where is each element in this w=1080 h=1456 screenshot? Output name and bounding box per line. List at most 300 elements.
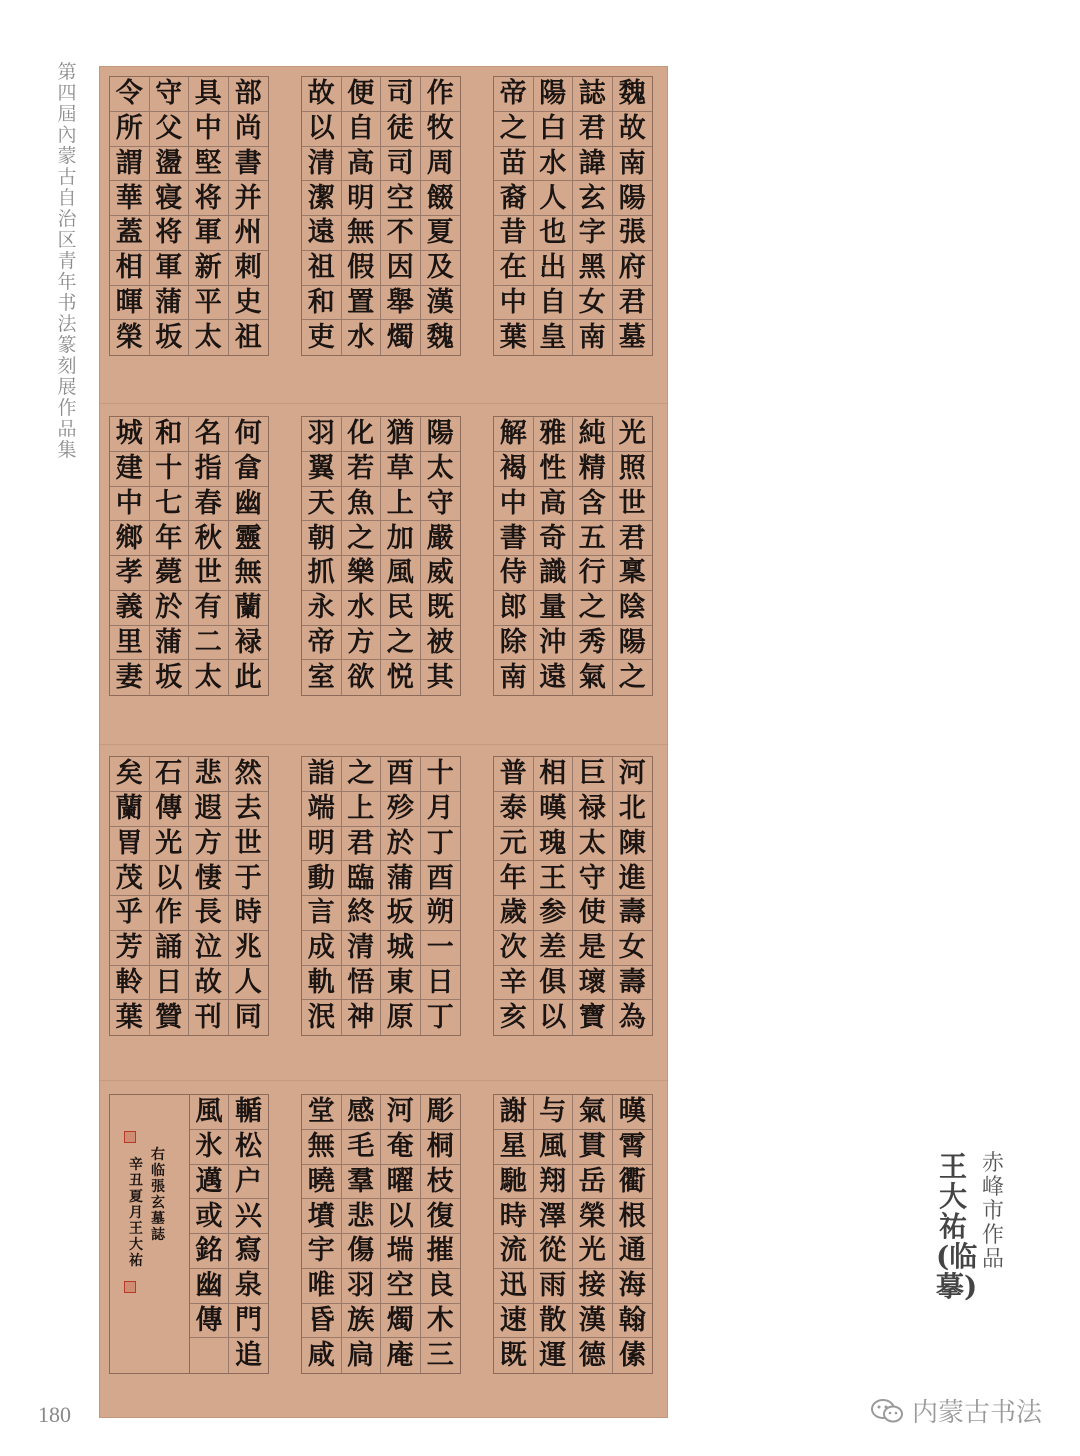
calligraphy-char: 遠	[302, 216, 342, 251]
calligraphy-char: 北	[613, 792, 653, 827]
calligraphy-char: 行	[573, 556, 613, 591]
calligraphy-char: 昔	[494, 216, 534, 251]
calligraphy-char: 咸	[302, 1338, 342, 1373]
calligraphy-char: 張	[613, 216, 653, 251]
calligraphy-char: 世	[613, 487, 653, 522]
calligraphy-char: 空	[381, 1269, 421, 1304]
calligraphy-char: 貫	[573, 1130, 613, 1165]
calligraphy-char: 壽	[613, 966, 653, 1001]
calligraphy-char: 中	[189, 112, 229, 147]
calligraphy-char: 臨	[342, 861, 382, 896]
calligraphy-char: 無	[229, 556, 269, 591]
calligraphy-char: 榮	[110, 320, 150, 355]
calligraphy-char: 蓋	[110, 216, 150, 251]
calligraphy-char: 普	[494, 757, 534, 792]
calligraphy-char: 河	[613, 757, 653, 792]
calligraphy-char: 魏	[613, 77, 653, 112]
calligraphy-char: 樂	[342, 556, 382, 591]
seal-stamp	[124, 1131, 136, 1143]
calligraphy-char: 加	[381, 521, 421, 556]
calligraphy-char: 端	[302, 792, 342, 827]
calligraphy-char: 謂	[110, 147, 150, 182]
calligraphy-char: 妻	[110, 660, 150, 695]
calligraphy-char: 中	[110, 487, 150, 522]
calligraphy-char: 舉	[381, 286, 421, 321]
calligraphy-char: 太	[189, 660, 229, 695]
calligraphy-char: 并	[229, 181, 269, 216]
calligraphy-char: 祖	[302, 251, 342, 286]
calligraphy-char: 日	[150, 966, 190, 1001]
calligraphy-char: 感	[342, 1095, 382, 1130]
calligraphy-char: 榮	[573, 1199, 613, 1234]
calligraphy-char: 誌	[573, 77, 613, 112]
calligraphy-char: 玄	[573, 181, 613, 216]
calligraphy-char: 羣	[342, 1165, 382, 1200]
calligraphy-char: 字	[573, 216, 613, 251]
calligraphy-char: 唯	[302, 1269, 342, 1304]
calligraphy-char: 太	[189, 320, 229, 355]
calligraphy-char: 人	[229, 966, 269, 1001]
calligraphy-char: 在	[494, 251, 534, 286]
calligraphy-char: 義	[110, 591, 150, 626]
calligraphy-char: 光	[150, 827, 190, 862]
calligraphy-char: 城	[381, 931, 421, 966]
calligraphy-char: 黑	[573, 251, 613, 286]
calligraphy-char: 户	[229, 1165, 268, 1200]
calligraphy-char: 陽	[613, 626, 653, 661]
calligraphy-char: 翼	[302, 452, 342, 487]
calligraphy-char: 悲	[342, 1199, 382, 1234]
calligraphy-char: 翔	[534, 1165, 574, 1200]
calligraphy-char: 二	[189, 626, 229, 661]
calligraphy-char: 空	[381, 181, 421, 216]
calligraphy-panel	[109, 416, 269, 696]
calligraphy-char: 乎	[110, 896, 150, 931]
calligraphy-char: 周	[421, 147, 461, 182]
calligraphy-char: 悲	[189, 757, 229, 792]
calligraphy-char: 時	[229, 896, 269, 931]
calligraphy-char: 漢	[573, 1304, 613, 1339]
calligraphy-char: 刊	[189, 1000, 229, 1035]
calligraphy-char: 幽	[229, 487, 269, 522]
calligraphy-char: 将	[189, 181, 229, 216]
calligraphy-char: 君	[613, 286, 653, 321]
watermark	[870, 1392, 1042, 1429]
calligraphy-char: 蒲	[150, 626, 190, 661]
calligraphy-char: 被	[421, 626, 461, 661]
calligraphy-char: 神	[342, 1000, 382, 1035]
calligraphy-char: 氣	[573, 660, 613, 695]
calligraphy-char: 悽	[189, 861, 229, 896]
calligraphy-char: 靈	[229, 521, 269, 556]
calligraphy-char: 猶	[381, 417, 421, 452]
calligraphy-char: 秋	[189, 521, 229, 556]
calligraphy-char: 瓌	[573, 966, 613, 1001]
calligraphy-char: 無	[342, 216, 382, 251]
calligraphy-char: 奄	[381, 1130, 421, 1165]
calligraphy-char: 諱	[573, 147, 613, 182]
calligraphy-char: 軌	[302, 966, 342, 1001]
calligraphy-char: 抓	[302, 556, 342, 591]
calligraphy-panel	[109, 756, 269, 1036]
calligraphy-panel	[189, 1094, 269, 1374]
calligraphy-char: 幽	[190, 1269, 229, 1304]
calligraphy-char: 言	[302, 896, 342, 931]
calligraphy-char: 澤	[534, 1199, 574, 1234]
calligraphy-char: 酉	[421, 861, 461, 896]
calligraphy-char: 氣	[573, 1095, 613, 1130]
calligraphy-char: 陳	[613, 827, 653, 862]
calligraphy-char: 及	[421, 251, 461, 286]
calligraphy-char: 之	[381, 626, 421, 661]
calligraphy-char: 令	[110, 77, 150, 112]
calligraphy-char: 魏	[426, 322, 454, 354]
calligraphy-char: 陽	[534, 77, 574, 112]
calligraphy-char: 泉	[229, 1269, 268, 1304]
calligraphy-char: 軍	[189, 216, 229, 251]
calligraphy-char: 年	[150, 521, 190, 556]
calligraphy-char: 出	[534, 251, 574, 286]
fold-line	[99, 744, 668, 745]
calligraphy-char: 蒲	[150, 286, 190, 321]
calligraphy-char: 復	[421, 1199, 461, 1234]
calligraphy-char: 南	[573, 320, 613, 355]
calligraphy-char: 泰	[494, 792, 534, 827]
calligraphy-char: 遠	[534, 660, 574, 695]
calligraphy-char: 自	[342, 112, 382, 147]
calligraphy-char: 君	[613, 521, 653, 556]
calligraphy-panel	[301, 76, 461, 356]
calligraphy-char: 摧	[421, 1234, 461, 1269]
calligraphy-char: 尚	[229, 112, 269, 147]
calligraphy-char: 解	[494, 417, 534, 452]
calligraphy-panel	[109, 76, 269, 356]
calligraphy-char: 差	[534, 931, 574, 966]
calligraphy-char: 酉	[381, 757, 421, 792]
calligraphy-char: 君	[342, 827, 382, 862]
calligraphy-char: 墓	[618, 322, 646, 354]
calligraphy-char: 良	[421, 1269, 461, 1304]
calligraphy-char: 世	[229, 827, 269, 862]
calligraphy-char: 兆	[229, 931, 269, 966]
calligraphy-char: 殄	[381, 792, 421, 827]
calligraphy-char: 坂	[150, 320, 190, 355]
calligraphy-char: 夏	[421, 216, 461, 251]
calligraphy-char: 庵	[381, 1338, 421, 1373]
calligraphy-char: 寶	[573, 1000, 613, 1035]
calligraphy-char: 誦	[150, 931, 190, 966]
calligraphy-panel	[493, 416, 653, 696]
calligraphy-char: 裔	[494, 181, 534, 216]
calligraphy-char: 氷	[190, 1130, 229, 1165]
calligraphy-char: 接	[573, 1269, 613, 1304]
calligraphy-char: 宇	[302, 1234, 342, 1269]
calligraphy-char: 三	[426, 1340, 454, 1372]
calligraphy-char: 牧	[421, 112, 461, 147]
calligraphy-char: 之	[342, 521, 382, 556]
calligraphy-char: 刺	[229, 251, 269, 286]
calligraphy-panel	[493, 76, 653, 356]
calligraphy-char: 衢	[613, 1165, 653, 1200]
calligraphy-char: 曜	[381, 1165, 421, 1200]
calligraphy-char: 秀	[573, 626, 613, 661]
calligraphy-char: 清	[342, 931, 382, 966]
calligraphy-char: 德	[573, 1338, 613, 1373]
side-title: 第四屆內蒙古自治区青年书法篆刻展作品集	[57, 61, 77, 461]
calligraphy-char: 祖	[234, 322, 262, 354]
calligraphy-char: 吏	[302, 320, 342, 355]
inscription-signature: 辛丑夏月王大祐	[129, 1157, 143, 1269]
calligraphy-char: 上	[381, 487, 421, 522]
calligraphy-char: 故	[302, 77, 342, 112]
calligraphy-char: 照	[613, 452, 653, 487]
calligraphy-char: 民	[381, 591, 421, 626]
calligraphy-char: 寝	[150, 181, 190, 216]
watermark-text: 内蒙古书法	[912, 1398, 1043, 1428]
calligraphy-char: 終	[342, 896, 382, 931]
calligraphy-char: 東	[381, 966, 421, 1001]
calligraphy-char: 贊	[150, 1000, 190, 1035]
calligraphy-char: 建	[110, 452, 150, 487]
calligraphy-char: 識	[534, 556, 574, 591]
author-name: 王大祐(临摹)	[936, 1150, 978, 1303]
calligraphy-char: 追	[235, 1340, 262, 1372]
calligraphy-char: 也	[534, 216, 574, 251]
calligraphy-char: 故	[613, 112, 653, 147]
calligraphy-panel	[301, 1094, 461, 1374]
calligraphy-char: 量	[534, 591, 574, 626]
calligraphy-char: 堅	[189, 147, 229, 182]
calligraphy-char: 散	[534, 1304, 574, 1339]
calligraphy-char: 時	[494, 1199, 534, 1234]
calligraphy-char: 於	[381, 827, 421, 862]
page-number: 180	[38, 1402, 71, 1427]
calligraphy-char: 河	[381, 1095, 421, 1130]
calligraphy-char: 魚	[342, 487, 382, 522]
calligraphy-char: 燭	[381, 320, 421, 355]
calligraphy-char: 陽	[613, 181, 653, 216]
calligraphy-char: 軨	[110, 966, 150, 1001]
calligraphy-char: 悟	[342, 966, 382, 1001]
calligraphy-char: 次	[494, 931, 534, 966]
calligraphy-char: 故	[189, 966, 229, 1001]
calligraphy-char: 潔	[302, 181, 342, 216]
calligraphy-char: 月	[421, 792, 461, 827]
calligraphy-char: 除	[494, 626, 534, 661]
calligraphy-char: 羽	[342, 1269, 382, 1304]
calligraphy-panel	[301, 756, 461, 1036]
calligraphy-char: 性	[534, 452, 574, 487]
calligraphy-char: 参	[534, 896, 574, 931]
calligraphy-panel	[493, 756, 653, 1036]
calligraphy-char: 去	[229, 792, 269, 827]
calligraphy-char: 迅	[494, 1269, 534, 1304]
calligraphy-char: 餟	[421, 181, 461, 216]
calligraphy-char: 永	[302, 591, 342, 626]
calligraphy-panel	[301, 416, 461, 696]
calligraphy-char: 于	[229, 861, 269, 896]
calligraphy-char: 将	[150, 216, 190, 251]
calligraphy-char	[190, 1338, 229, 1373]
calligraphy-char: 年	[494, 861, 534, 896]
calligraphy-char: 燭	[381, 1304, 421, 1339]
calligraphy-char: 女	[613, 931, 653, 966]
calligraphy-char: 為	[618, 1002, 646, 1034]
calligraphy-char: 速	[494, 1304, 534, 1339]
calligraphy-char: 星	[494, 1130, 534, 1165]
calligraphy-char: 畣	[229, 452, 269, 487]
calligraphy-char: 以	[534, 1000, 574, 1035]
calligraphy-char: 指	[189, 452, 229, 487]
calligraphy-char: 明	[302, 827, 342, 862]
calligraphy-char: 成	[302, 931, 342, 966]
calligraphy-char: 以	[302, 112, 342, 147]
calligraphy-char: 然	[229, 757, 269, 792]
calligraphy-char: 明	[342, 181, 382, 216]
calligraphy-char: 南	[613, 147, 653, 182]
calligraphy-char: 新	[189, 251, 229, 286]
calligraphy-panel	[493, 1094, 653, 1374]
calligraphy-char: 便	[342, 77, 382, 112]
calligraphy-char: 霄	[613, 1130, 653, 1165]
calligraphy-char: 具	[189, 77, 229, 112]
calligraphy-char: 巨	[573, 757, 613, 792]
calligraphy-char: 元	[494, 827, 534, 862]
calligraphy-char: 坂	[381, 896, 421, 931]
calligraphy-char: 彫	[421, 1095, 461, 1130]
calligraphy-char: 欲	[342, 660, 382, 695]
calligraphy-char: 漢	[421, 286, 461, 321]
calligraphy-char: 傳	[190, 1304, 229, 1339]
calligraphy-char: 石	[150, 757, 190, 792]
calligraphy-char: 州	[229, 216, 269, 251]
calligraphy-char: 水	[534, 147, 574, 182]
calligraphy-char: 高	[534, 487, 574, 522]
calligraphy-char: 坂	[150, 660, 190, 695]
calligraphy-char: 守	[421, 487, 461, 522]
calligraphy-char: 皇	[534, 320, 574, 355]
calligraphy-char: 同	[234, 1002, 262, 1034]
calligraphy-char: 史	[229, 286, 269, 321]
calligraphy-char: 天	[302, 487, 342, 522]
calligraphy-char: 其	[426, 662, 454, 694]
calligraphy-char: 司	[381, 77, 421, 112]
calligraphy-char: 瑰	[534, 827, 574, 862]
calligraphy-char: 昏	[302, 1304, 342, 1339]
calligraphy-char: 之	[573, 591, 613, 626]
calligraphy-char: 之	[342, 757, 382, 792]
calligraphy-char: 奇	[534, 521, 574, 556]
calligraphy-char: 枝	[421, 1165, 461, 1200]
calligraphy-char: 君	[573, 112, 613, 147]
calligraphy-char: 帝	[494, 77, 534, 112]
calligraphy-char: 謝	[494, 1095, 534, 1130]
calligraphy-char: 沖	[534, 626, 574, 661]
calligraphy-char: 壽	[613, 896, 653, 931]
calligraphy-char: 威	[421, 556, 461, 591]
calligraphy-char: 假	[342, 251, 382, 286]
calligraphy-char: 辛	[494, 966, 534, 1001]
calligraphy-char: 相	[534, 757, 574, 792]
calligraphy-char: 部	[229, 77, 269, 112]
calligraphy-char: 蘭	[229, 591, 269, 626]
calligraphy-char: 書	[229, 147, 269, 182]
calligraphy-char: 是	[573, 931, 613, 966]
calligraphy-char: 風	[534, 1130, 574, 1165]
calligraphy-char: 從	[534, 1234, 574, 1269]
calligraphy-char: 上	[342, 792, 382, 827]
calligraphy-char: 胃	[110, 827, 150, 862]
calligraphy-char: 化	[342, 417, 382, 452]
calligraphy-char: 朝	[302, 521, 342, 556]
calligraphy-char: 朔	[421, 896, 461, 931]
calligraphy-char: 曉	[302, 1165, 342, 1200]
calligraphy-char: 作	[150, 896, 190, 931]
calligraphy-char: 俱	[534, 966, 574, 1001]
calligraphy-char: 水	[342, 591, 382, 626]
calligraphy-char: 作	[421, 77, 461, 112]
calligraphy-char: 遐	[189, 792, 229, 827]
calligraphy-char: 何	[229, 417, 269, 452]
calligraphy-char: 門	[229, 1304, 268, 1339]
calligraphy-char: 葉	[110, 1000, 150, 1035]
calligraphy-char: 桐	[421, 1130, 461, 1165]
calligraphy-char: 芳	[110, 931, 150, 966]
calligraphy-char: 不	[381, 216, 421, 251]
calligraphy-char: 㙐	[381, 1234, 421, 1269]
calligraphy-char: 城	[110, 417, 150, 452]
calligraphy-char: 孝	[110, 556, 150, 591]
calligraphy-char: 府	[613, 251, 653, 286]
calligraphy-char: 無	[302, 1130, 342, 1165]
calligraphy-char: 以	[381, 1199, 421, 1234]
calligraphy-char: 傃	[618, 1340, 646, 1372]
calligraphy-char: 人	[534, 181, 574, 216]
fold-line	[99, 1080, 668, 1081]
calligraphy-char: 女	[573, 286, 613, 321]
calligraphy-char: 雨	[534, 1269, 574, 1304]
calligraphy-char: 含	[573, 487, 613, 522]
calligraphy-char: 扃	[342, 1338, 382, 1373]
calligraphy-char: 光	[573, 1234, 613, 1269]
calligraphy-char: 華	[110, 181, 150, 216]
calligraphy-char: 風	[381, 556, 421, 591]
calligraphy-char: 十	[150, 452, 190, 487]
calligraphy-char: 風	[190, 1095, 229, 1130]
calligraphy-char: 既	[494, 1338, 534, 1373]
calligraphy-char: 純	[573, 417, 613, 452]
calligraphy-char: 動	[302, 861, 342, 896]
calligraphy-char: 之	[618, 662, 646, 694]
calligraphy-char: 守	[150, 77, 190, 112]
calligraphy-char: 傳	[150, 792, 190, 827]
calligraphy-char: 運	[534, 1338, 574, 1373]
calligraphy-char: 禄	[573, 792, 613, 827]
calligraphy-char: 置	[342, 286, 382, 321]
calligraphy-char: 白	[534, 112, 574, 147]
calligraphy-char: 墳	[302, 1199, 342, 1234]
calligraphy-char: 嚴	[421, 521, 461, 556]
seal-stamp	[124, 1281, 136, 1293]
calligraphy-char: 松	[229, 1130, 268, 1165]
calligraphy-char: 丁	[421, 827, 461, 862]
calligraphy-char: 此	[234, 662, 262, 694]
calligraphy-char: 茂	[110, 861, 150, 896]
calligraphy-char: 帝	[302, 626, 342, 661]
calligraphy-char: 盪	[150, 147, 190, 182]
calligraphy-char: 王	[534, 861, 574, 896]
calligraphy-char: 翰	[613, 1304, 653, 1339]
